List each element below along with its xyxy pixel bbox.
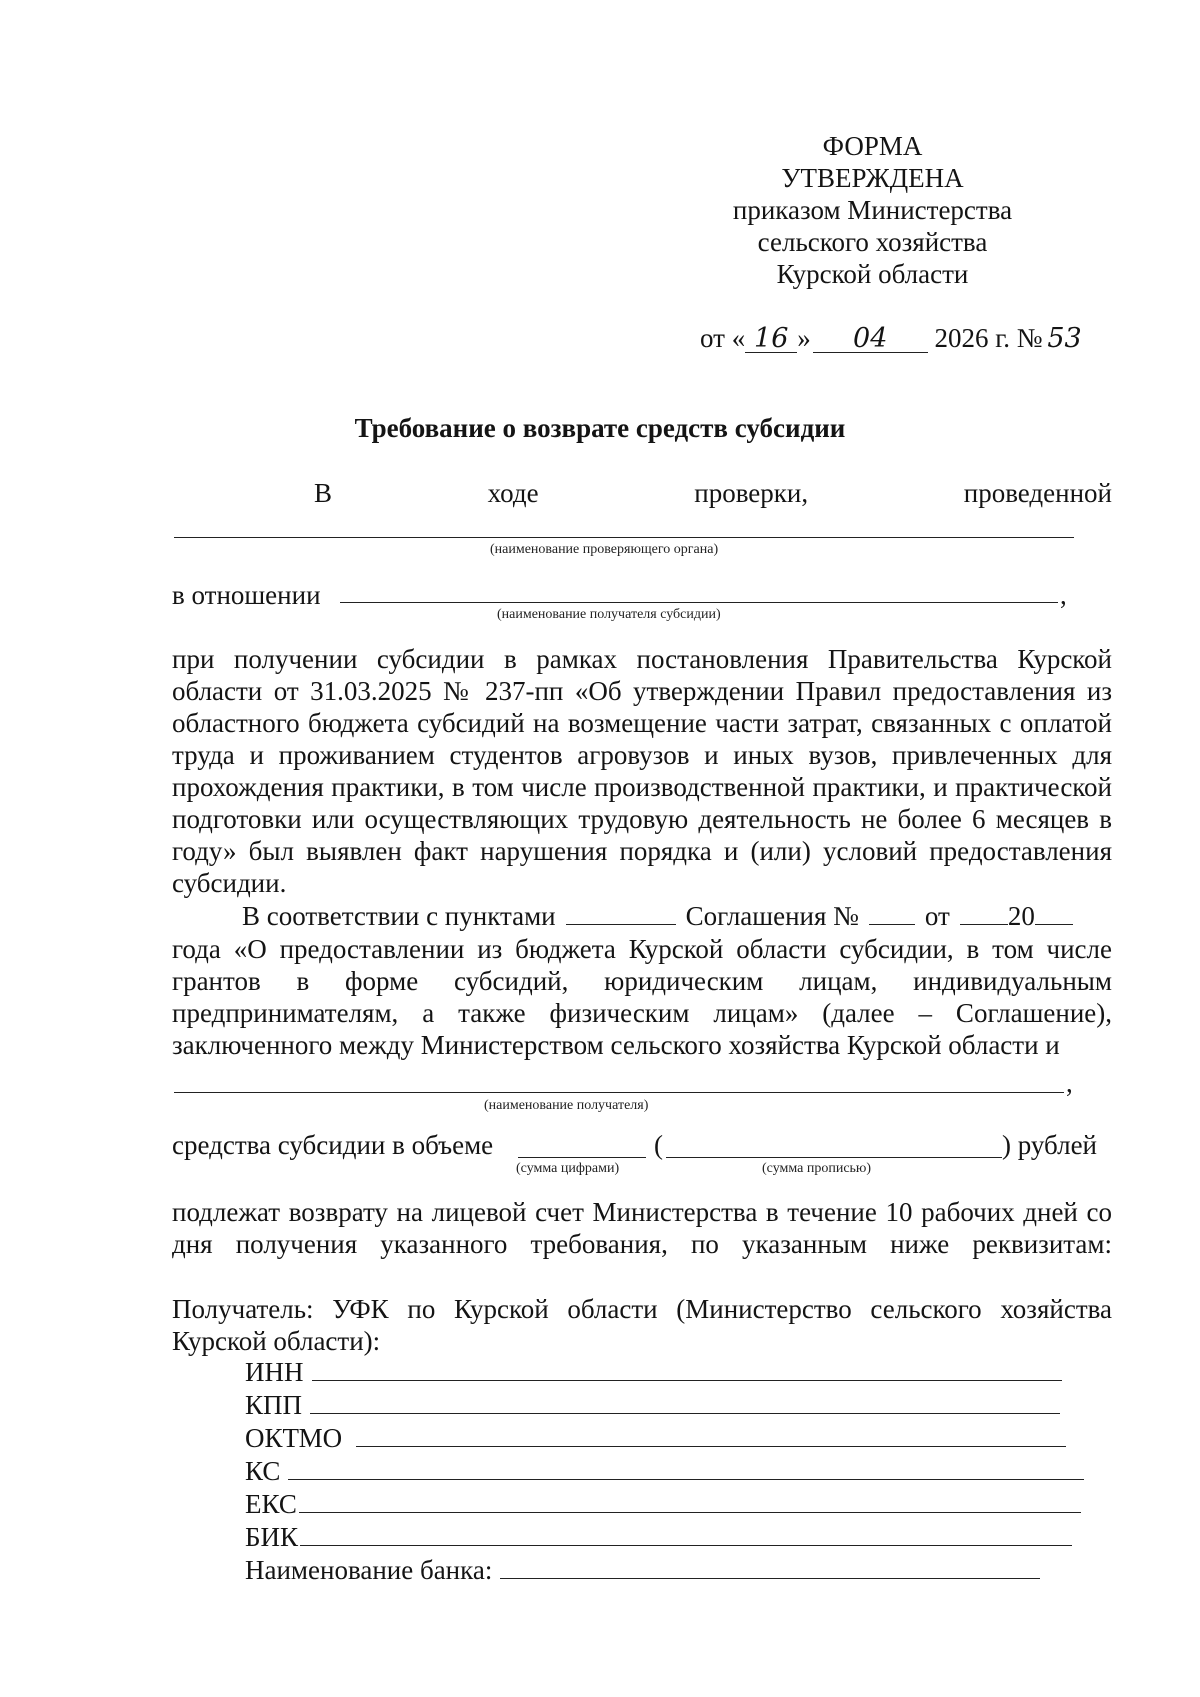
agreement-points-label: В соответствии с пунктами (242, 901, 556, 931)
check-word-3: проверки, (694, 478, 809, 508)
requisite-bik-field[interactable] (300, 1523, 1072, 1546)
paragraph-agreement: года «О предоставлении из бюджета Курской области субсидии, в том числе грантов в форме субсидий, юридическим лицам, индивидуальным предпринимателям, а также физическим лицам» (далее – Соглашение), заключенного между Министерством сельского хозяйства Курской области и (172, 934, 1112, 1060)
payee-text: Получатель: УФК по Курской области (Министерство сельского хозяйства Курской области): (172, 1294, 1112, 1356)
order-prefix: от « (700, 323, 746, 353)
paragraph-return-text: подлежат возврату на лицевой счет Министерства в течение 10 рабочих дней со дня получения указанного требования, по указанным ниже реквизитам: (172, 1197, 1112, 1259)
order-day-handwritten: 16 (745, 326, 797, 353)
approval-block (700, 130, 1045, 290)
check-line (172, 478, 1112, 509)
order-year: 2026 г. № (934, 323, 1043, 353)
requisite-ks-field[interactable] (288, 1457, 1084, 1480)
requisite-bank-field[interactable] (500, 1556, 1040, 1579)
approval-line-region: Курской области (776, 259, 969, 289)
approval-line-approved: УТВЕРЖДЕНА (781, 163, 964, 193)
document-title: Требование о возврате средств субсидии (354, 413, 846, 443)
amount-open-paren: ( (654, 1130, 663, 1160)
paragraph-return (172, 1196, 1112, 1260)
relation-label: в отношении (172, 580, 321, 610)
requisite-bik-label: БИК (245, 1522, 299, 1552)
requisite-ks-row (245, 1456, 1084, 1487)
agreement-date-field[interactable] (960, 902, 1008, 925)
order-month-handwritten: 04 (813, 326, 928, 353)
requisite-eks-label: ЕКС (245, 1489, 297, 1519)
approval-line-order: приказом Министерства (732, 195, 1013, 225)
caption-subsidy-recipient: (наименование получателя субсидии) (497, 607, 721, 622)
requisite-oktmo-field[interactable] (356, 1424, 1066, 1447)
caption-sum-words: (сумма прописью) (762, 1161, 872, 1176)
paragraph-violation: при получении субсидии в рамках постановления Правительства Курской области от 31.03.2025 № 237-пп «Об утверждении Правил предоставления из областного бюджета субсидий на возмещение части затрат, связанных с оплатой труда и проживанием студентов агровузов и иных вузов, привлеченных для прохождения практики, в том числе производственной практики, и практической подготовки или осуществляющих трудовую деятельность не более 6 месяцев в году» был выявлен факт нарушения порядка и (или) условий предоставления субсидии. (172, 644, 1112, 898)
subsidy-recipient-field[interactable] (340, 602, 1058, 603)
requisite-bank-label: Наименование банка: (245, 1555, 493, 1585)
order-number-handwritten: 53 (1047, 323, 1082, 354)
requisite-ks-label: КС (245, 1456, 281, 1486)
agreement-from-label: от (924, 901, 950, 931)
requisite-inn-row (245, 1357, 1062, 1388)
agreement-year-field[interactable] (1035, 902, 1073, 925)
approval-line-form: ФОРМА (822, 131, 923, 161)
check-word-1: В (314, 478, 333, 508)
requisite-kpp-field[interactable] (310, 1391, 1060, 1414)
requisite-eks-row (245, 1489, 1081, 1520)
approval-line-ministry: сельского хозяйства (757, 227, 988, 257)
recipient-field[interactable] (174, 1092, 1064, 1093)
amount-words-field[interactable] (666, 1157, 1002, 1158)
recipient-comma: , (1066, 1068, 1073, 1098)
caption-recipient: (наименование получателя) (484, 1098, 649, 1113)
requisite-kpp-label: КПП (245, 1390, 303, 1420)
inspecting-body-field[interactable] (174, 537, 1074, 538)
amount-label: средства субсидии в объеме (172, 1130, 494, 1160)
agreement-year-prefix: 20 (1007, 901, 1035, 931)
check-word-2: ходе (487, 478, 539, 508)
agreement-number-field[interactable] (869, 902, 915, 925)
amount-digits-field[interactable] (518, 1157, 646, 1158)
requisite-inn-label: ИНН (245, 1357, 304, 1387)
requisite-inn-field[interactable] (312, 1358, 1062, 1381)
amount-currency: ) рублей (1002, 1130, 1098, 1160)
caption-inspecting-body: (наименование проверяющего органа) (490, 542, 719, 557)
order-date-line (700, 323, 1087, 354)
requisite-bank-row (245, 1555, 1040, 1586)
requisite-oktmo-label: ОКТМО (245, 1423, 343, 1453)
caption-sum-digits: (сумма цифрами) (516, 1161, 620, 1176)
agreement-points-field[interactable] (566, 902, 676, 925)
order-quote-close: » (797, 323, 811, 353)
relation-comma: , (1060, 580, 1067, 610)
paragraph-agreement-first-line (172, 901, 1112, 932)
check-word-4: проведенной (963, 478, 1112, 508)
requisite-oktmo-row (245, 1423, 1066, 1454)
requisite-bik-row (245, 1522, 1072, 1553)
agreement-number-label: Соглашения № (685, 901, 859, 931)
requisite-eks-field[interactable] (299, 1490, 1081, 1513)
requisite-kpp-row (245, 1390, 1060, 1421)
